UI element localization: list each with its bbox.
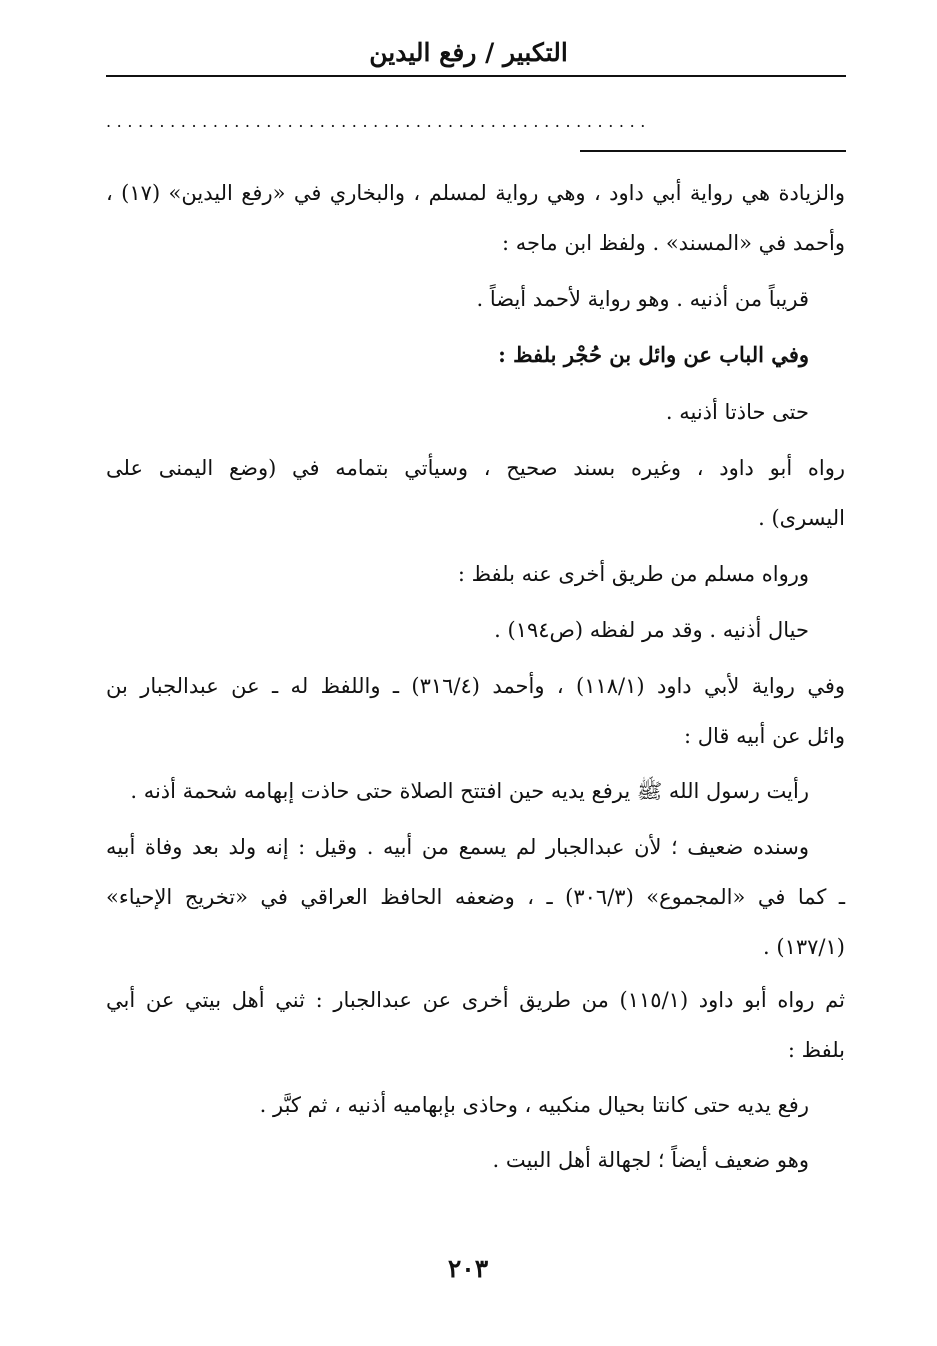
dotted-separator: ...................................................	[106, 112, 651, 131]
text-line: وائل عن أبيه قال :	[684, 724, 845, 748]
text-line: بلفظ :	[787, 1038, 845, 1062]
text-line: رأيت رسول الله ﷺ يرفع يديه حين افتتح الصلاة حتى حاذت إبهامه شحمة أذنه .	[130, 779, 809, 803]
text-line: ـ كما في «المجموع» (٣٠٦/٣) ـ ، وضعفه الحافظ العراقي في «تخريج الإحياء»	[106, 885, 845, 909]
running-header-title: التكبير / رفع اليدين	[369, 38, 568, 67]
text-line: رواه أبو داود ، وغيره بسند صحيح ، وسيأتي بتمامه في (وضع اليمنى على	[106, 456, 845, 480]
text-line: اليسرى) .	[758, 506, 845, 530]
text-line: وأحمد في «المسند» . ولفظ ابن ماجه :	[502, 231, 845, 255]
text-line: والزيادة هي رواية أبي داود ، وهي رواية لمسلم ، والبخاري في «رفع اليدين» (١٧) ،	[106, 181, 845, 205]
text-line: حيال أذنيه . وقد مر لفظه (ص١٩٤) .	[494, 618, 809, 642]
text-line: وفي رواية لأبي داود (١١٨/١) ، وأحمد (٣١٦/٤) ـ واللفظ له ـ عن عبدالجبار بن	[106, 674, 846, 698]
header-rule	[106, 75, 846, 77]
text-line: حتى حاذتا أذنيه .	[665, 400, 809, 424]
footnote-rule	[580, 150, 846, 152]
text-line: قريباً من أذنيه . وهو رواية لأحمد أيضاً .	[476, 287, 809, 311]
text-line: ورواه مسلم من طريق أخرى عنه بلفظ :	[457, 562, 809, 586]
page-number: ٢٠٣	[447, 1254, 489, 1283]
text-line: وهو ضعيف أيضاً ؛ لجهالة أهل البيت .	[492, 1148, 809, 1172]
text-line: (١٣٧/١) .	[763, 935, 845, 959]
text-line: وسنده ضعيف ؛ لأن عبدالجبار لم يسمع من أبيه . وقيل : إنه ولد بعد وفاة أبيه	[106, 835, 809, 859]
text-line: وفي الباب عن وائل بن حُجْر بلفظ :	[498, 342, 809, 367]
text-line: ثم رواه أبو داود (١١٥/١) من طريق أخرى عن عبدالجبار : ثني أهل بيتي عن أبي	[106, 988, 845, 1012]
text-line: رفع يديه حتى كانتا بحيال منكبيه ، وحاذى بإبهاميه أذنيه ، ثم كبَّر .	[259, 1093, 809, 1117]
